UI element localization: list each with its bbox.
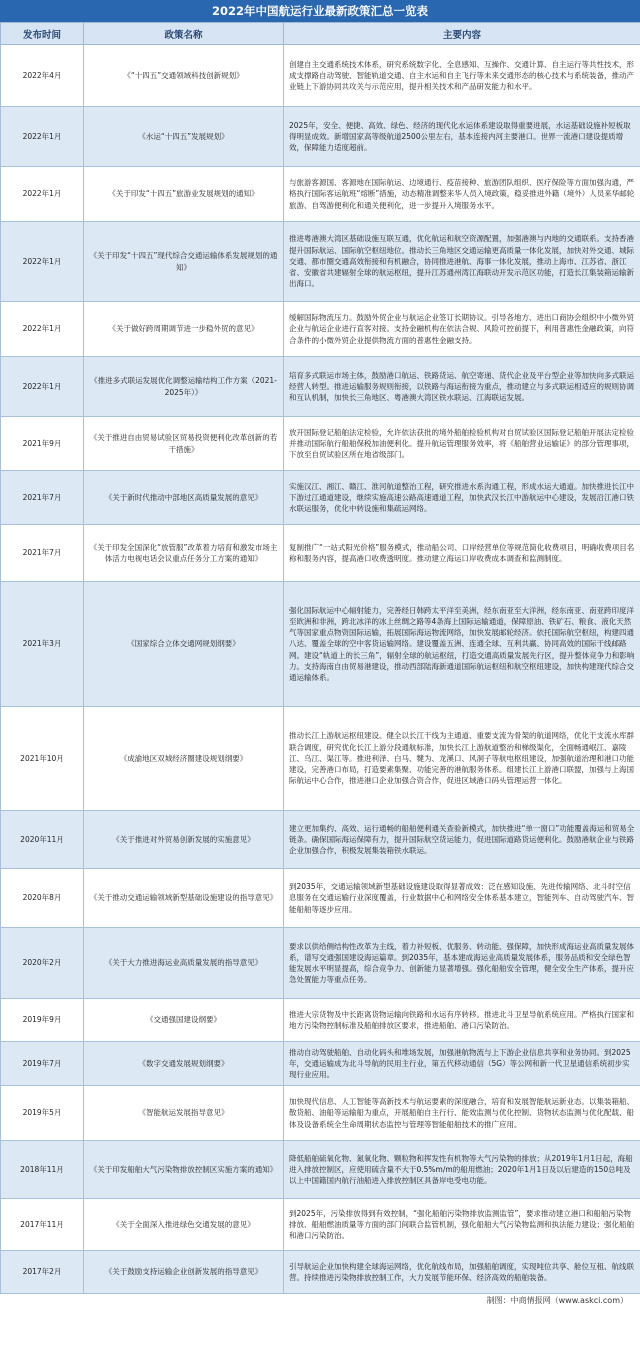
content-cell: 要求以供给侧结构性改革为主线，着力补短板、优服务、转动能、强保障，加快形成海运业高质量发展体系，谱写交通强国建设海运篇章。到2035年，基本建成海运业高质量发展体系，服务品质和安全绿色智能发展水平明显提高，综合竞争力、创新能力显著增强。强化船舶安全管理，健全安全生产体系，提升应急处置能力等重点任务。 <box>284 928 640 999</box>
date-cell: 2020年11月 <box>1 811 84 869</box>
policy-name-cell: 《关于印发船舶大气污染物排放控制区实施方案的通知》 <box>84 1141 284 1199</box>
content-cell: 强化国际航运中心辐射能力，完善经日韩跨太平洋至美洲，经东南亚至大洋洲，经东南亚、南亚跨印度洋至欧洲和非洲，跨北冰洋的冰上丝绸之路等4条海上国际运输通道，保障原油、铁矿石、粮食、液化天然气等国家重点物资国际运输，拓展国际海运物流网络，加快发展邮轮经济。依托国际航空枢纽，构建四通八达、覆盖全球的空中客货运输网络。建设覆盖五洲、连通全球、互利共赢、协同高效的国际干线邮路网。建设“轨道上的长三角”，辐射全球的航运枢纽，打造交通高质量发展先行区，提升整体竞争力和影响力。支持海南自由贸易港建设，推动西部陆海新通道国际航运枢纽和航空枢纽建设，加快构建现代综合交通运输体系。 <box>284 582 640 707</box>
policy-name-cell: 《关于鼓励支持运输企业创新发展的指导意见》 <box>84 1251 284 1294</box>
policy-name-cell: 《智能航运发展指导意见》 <box>84 1086 284 1141</box>
table-row <box>1 999 640 1042</box>
table-row <box>1 869 640 928</box>
table-row <box>1 167 640 222</box>
policy-name-cell: 《关于推动交通运输领域新型基础设施建设的指导意见》 <box>84 869 284 928</box>
table-row <box>1 471 640 525</box>
policy-name-cell: 《成渝地区双城经济圈建设规划纲要》 <box>84 707 284 811</box>
table-row <box>1 1086 640 1141</box>
content-cell: 建立更加集约、高效、运行通畅的船舶便利通关查验新模式，加快推进“单一窗口”功能覆盖海运和贸易全链条。确保国际海运保障有力，提升国际航空货运能力，促进国际道路货运便利化。鼓励港航企业与铁路企业加强合作，积极发展集装箱铁水联运。 <box>284 811 640 869</box>
policy-name-cell: 《交通强国建设纲要》 <box>84 999 284 1042</box>
date-cell: 2018年11月 <box>1 1141 84 1199</box>
policy-name-cell: 《数字交通发展规划纲要》 <box>84 1042 284 1086</box>
policy-table <box>0 22 640 1294</box>
date-cell: 2020年8月 <box>1 869 84 928</box>
policy-name-cell: 《关于推进自由贸易试验区贸易投资便利化改革创新的若干措施》 <box>84 417 284 471</box>
table-row <box>1 107 640 167</box>
content-cell: 引导航运企业加快构建全球海运网络，优化航线布局，加强船舶调度，实现吨位共享、舱位互租、航线联营。持续推进污染物排放控制工作，大力发展节能环保、经济高效的船舶装备。 <box>284 1251 640 1294</box>
content-cell: 放开国际登记船舶法定检验，允许依法获批的境外船舶检验机构对自贸试验区国际登记船舶开展法定检验并推动国际航行船舶保税加油便利化。提升航运管理服务效率，将《船舶营业运输证》的部分管理事项，下放至自贸试验区所在地省级部门。 <box>284 417 640 471</box>
header-content: 主要内容 <box>284 23 640 45</box>
content-cell: 创建自主交通系统技术体系，研究系统数字化、全息感知、互操作、交通计算、自主运行等共性技术，形成支撑路自动驾驶、智能轨道交通、自主水运和自主飞行等未来交通形态的核心技术与系统装备，推动产业链上下游协同共攻关与示范应用，提升相关技术和产品研发能力和水平。 <box>284 45 640 107</box>
table-row <box>1 357 640 417</box>
policy-name-cell: 《关于印发“十四五”现代综合交通运输体系发展规划的通知》 <box>84 222 284 302</box>
table-row <box>1 582 640 707</box>
table-title: 2022年中国航运行业最新政策汇总一览表 <box>0 0 640 22</box>
table-row <box>1 707 640 811</box>
table-row <box>1 1042 640 1086</box>
policy-name-cell: 《水运“十四五”发展规划》 <box>84 107 284 167</box>
table-row <box>1 45 640 107</box>
date-cell: 2022年1月 <box>1 357 84 417</box>
content-cell: 与旅游客源国、客源地在国际航运、边境通行、疫苗接种、旅游团队组织、医疗保险等方面加强沟通，严格执行国际客运航班“熔断”措施，动态精准调整来华人员入境政策，稳妥推进外籍（境外）人员来华邮轮旅游、自驾游便利化和通关便利化，进一步提升入境服务水平。 <box>284 167 640 222</box>
header-date: 发布时间 <box>1 23 84 45</box>
date-cell: 2022年1月 <box>1 302 84 357</box>
date-cell: 2021年3月 <box>1 582 84 707</box>
date-cell: 2022年1月 <box>1 167 84 222</box>
content-cell: 推进大宗货物及中长距离货物运输向铁路和水运有序转移。推进北斗卫星导航系统应用。严格执行国家和地方污染物控制标准及船舶排放区要求，推进船舶、港口污染防治。 <box>284 999 640 1042</box>
policy-name-cell: 《关于做好跨周期调节进一步稳外贸的意见》 <box>84 302 284 357</box>
header-row <box>1 23 640 45</box>
content-cell: 推动长江上游航运枢纽建设。健全以长江干线为主通道、重要支流为骨架的航道网络，优化干支流水库群联合调度，研究优化长江上游分段通航标准，加快长江上游航道整治和梯级渠化，全面畅通岷江、嘉陵江、乌江、渠江等。推进利泽、白马、犍为、龙溪口、风洞子等航电枢纽建设，加强航道治理和港口功能建设，完善港口布局，打造要素集聚、功能完善的港航服务体系。组建长江上游港口联盟，加强与上海国际航运中心合作，推进港口企业加强合资合作，促进区域港口码头管理运营一体化。 <box>284 707 640 811</box>
source-note: 制图：中商情报网（www.askci.com） <box>486 1296 628 1305</box>
content-cell: 推动自动驾驶船舶、自动化码头和堆场发展，加强港航物流与上下游企业信息共享和业务协同。到2025年，交通运输成为北斗导航的民用主行业，第五代移动通信（5G）等公网和新一代卫星通信系统初步实现行业应用。 <box>284 1042 640 1086</box>
policy-name-cell: 《国家综合立体交通网规划纲要》 <box>84 582 284 707</box>
policy-name-cell: 《“十四五”交通领域科技创新规划》 <box>84 45 284 107</box>
policy-name-cell: 《关于全面深入推进绿色交通发展的意见》 <box>84 1199 284 1251</box>
date-cell: 2021年7月 <box>1 525 84 582</box>
date-cell: 2021年9月 <box>1 417 84 471</box>
date-cell: 2022年1月 <box>1 107 84 167</box>
content-cell: 降低船舶硫氧化物、氮氧化物、颗粒物和挥发性有机物等大气污染物的排放；从2019年1月1日起，海船进入排放控制区，应使用硫含量不大于0.5%m/m的船用燃油；2020年1月1日及以后建造的150总吨及以上中国籍国内航行油船进入排放控制区具备岸电受电功能。 <box>284 1141 640 1199</box>
table-row <box>1 302 640 357</box>
date-cell: 2017年11月 <box>1 1199 84 1251</box>
content-cell: 培育多式联运市场主体，鼓励港口航运、铁路货运、航空寄递、货代企业及平台型企业等加快向多式联运经营人转型。推进运输服务规则衔接，以铁路与海运衔接为重点，推动建立与多式联运相适应的规则协调和互认机制，加快长三角地区、粤港澳大湾区铁水联运、江海联运发展。 <box>284 357 640 417</box>
date-cell: 2021年10月 <box>1 707 84 811</box>
content-cell: 加快现代信息、人工智能等高新技术与航运要素的深度融合，培育和发展智能航运新业态。以集装箱船、散货船、油船等运输船为重点，开展船舶自主行行、能效监测与优化控制、货物状态监测与优化配载、船体及设备系统全生命周期状态监控与管理等智能船舶技术的推广应用。 <box>284 1086 640 1141</box>
content-cell: 到2025年，污染排放得到有效控制，“强化船舶污染物排放监测监管”，要求推动建立港口和船舶污染物排放、船舶燃油质量等方面的部门间联合监管机制，强化船舶大气污染物监测和执法能力建设；强化船舶和港口污染防治。 <box>284 1199 640 1251</box>
date-cell: 2020年2月 <box>1 928 84 999</box>
date-cell: 2022年1月 <box>1 222 84 302</box>
content-cell: 实施汉江、湘江、赣江、淮河航道整治工程，研究推进水系沟通工程，形成水运大通道。加快推进长江中下游过江通道建设，继续实施高速公路高速通道工程，加快武汉长江中游航运中心建设，发展沿江港口铁水联运服务，优化中转设施和集疏运网络。 <box>284 471 640 525</box>
policy-name-cell: 《关于推进对外贸易创新发展的实施意见》 <box>84 811 284 869</box>
policy-name-cell: 《关于大力推进海运业高质量发展的指导意见》 <box>84 928 284 999</box>
policy-name-cell: 《关于新时代推动中部地区高质量发展的意见》 <box>84 471 284 525</box>
table-body <box>1 45 640 1294</box>
table-row <box>1 222 640 302</box>
table-row <box>1 1251 640 1294</box>
table-row <box>1 1199 640 1251</box>
content-cell: 复制推广“一站式阳光价格”服务模式，推动船公司、口岸经营单位等规范简化收费项目，明确收费项目名称和服务内容，提高港口收费透明度。推动建立海运口岸收费成本调查和监测制度。 <box>284 525 640 582</box>
content-cell: 到2035年，交通运输领域新型基础设施建设取得显著成效：泛在感知设施、先进传输网络、北斗时空信息服务在交通运输行业深度覆盖，行业数据中心和网络安全体系基本建立，智能列车、自动驾驶汽车、智能船舶等逐步应用。 <box>284 869 640 928</box>
date-cell: 2019年9月 <box>1 999 84 1042</box>
date-cell: 2022年4月 <box>1 45 84 107</box>
table-row <box>1 525 640 582</box>
date-cell: 2021年7月 <box>1 471 84 525</box>
content-cell: 缓解国际物流压力。鼓励外贸企业与航运企业签订长期协议。引导各地方、进出口商协会组织中小微外贸企业与航运企业进行直客对接。支持金融机构在依法合规、风险可控前提下，利用普惠性金融政策，向符合条件的小微外贸企业提供物流方面的普惠性金融支持。 <box>284 302 640 357</box>
date-cell: 2019年5月 <box>1 1086 84 1141</box>
header-policy-name: 政策名称 <box>84 23 284 45</box>
policy-name-cell: 《关于印发全国深化“放管服”改革着力培育和激发市场主体活力电视电话会议重点任务分工方案的通知》 <box>84 525 284 582</box>
date-cell: 2019年7月 <box>1 1042 84 1086</box>
table-row <box>1 1141 640 1199</box>
table-row <box>1 417 640 471</box>
table-row <box>1 928 640 999</box>
policy-name-cell: 《关于印发“十四五”旅游业发展规划的通知》 <box>84 167 284 222</box>
date-cell: 2017年2月 <box>1 1251 84 1294</box>
content-cell: 2025年，安全、便捷、高效、绿色、经济的现代化水运体系建设取得重要进展，水运基础设施补短板取得明显成效。新增国家高等级航道2500公里左右，基本连接内河主要港口。世界一流港口建设提质增效，保障能力适度超前。 <box>284 107 640 167</box>
table-row <box>1 811 640 869</box>
policy-name-cell: 《推进多式联运发展优化调整运输结构工作方案（2021-2025年）》 <box>84 357 284 417</box>
content-cell: 推进粤港澳大湾区基础设施互联互通，优化航运和航空资源配置，加强港澳与内地的交通联系。支持香港提升国际航运、国际航空枢纽地位。推动长三角地区交通运输更高质量一体化发展，加快对外交通、城际交通、都市圈交通高效衔接和有机融合，协同推进港航、海事一体化发展，推动上海市、江苏省、浙江省、安徽省共建辐射全球的航运枢纽，提升江苏通州湾江海联动开发示范区功能，打造长江集装箱运输新出海口。 <box>284 222 640 302</box>
